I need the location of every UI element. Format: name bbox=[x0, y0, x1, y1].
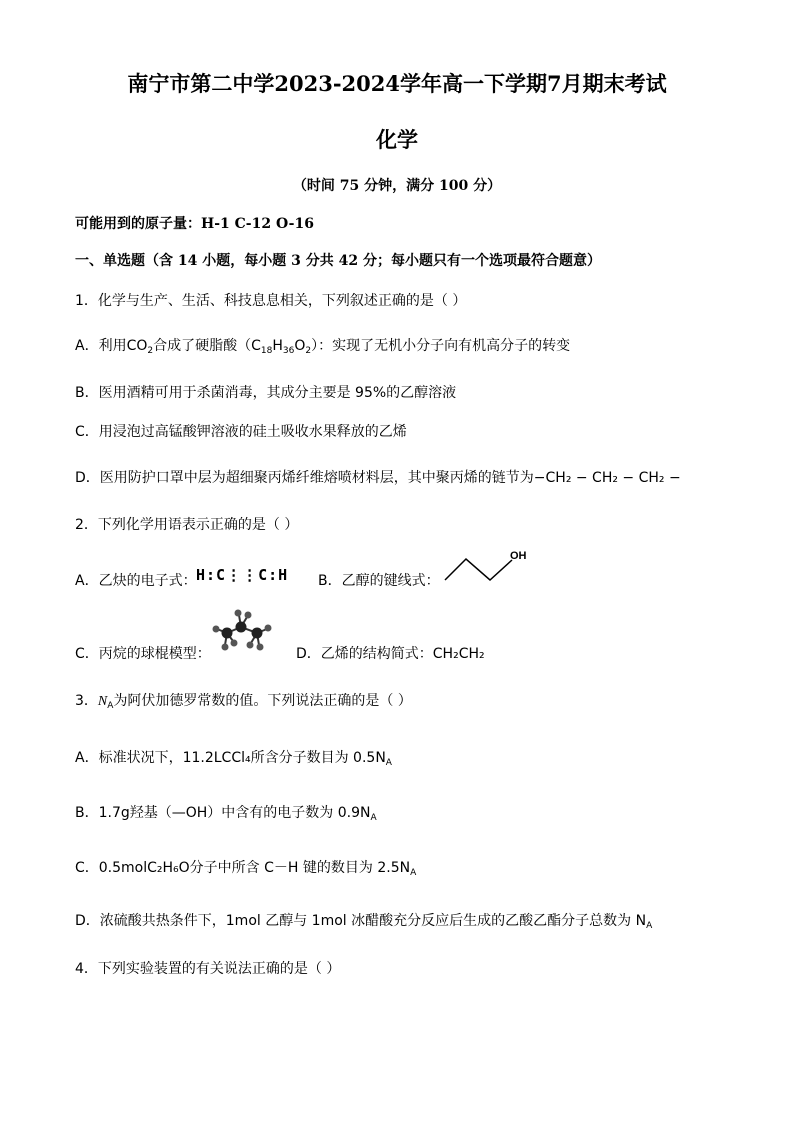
q3-d-text: D．浓硫酸共热条件下，1mol 乙醇与 1mol 冰醋酸充分反应后生成的乙酸乙酯分子总数为 N bbox=[75, 913, 647, 929]
q3-c-text: C．0.5molC₂H₆O分子中所含 C－H 键的数目为 2.5N bbox=[75, 860, 411, 876]
q1-option-c: C．用浸泡过高锰酸钾溶液的硅土吸收水果释放的乙烯 bbox=[75, 424, 407, 440]
q1-a-o-sub: 2 bbox=[305, 346, 312, 356]
q3-d-sub: A bbox=[646, 921, 653, 931]
q3-option-b bbox=[75, 802, 377, 823]
q1-option-a bbox=[75, 335, 570, 356]
q1-d-pre: D．医用防护口罩中层为超细聚丙烯纤维熔喷材料层，其中聚丙烯的链节为 bbox=[75, 470, 534, 486]
q1-a-post: ）：实现了无机小分子向有机高分子的转变 bbox=[311, 338, 571, 354]
q1-a-c: C bbox=[251, 338, 261, 354]
q4-stem: 4．下列实验装置的有关说法正确的是（ ） bbox=[75, 961, 341, 977]
q3-b-sub: A bbox=[370, 813, 377, 823]
q1-a-h: H bbox=[272, 338, 283, 354]
q2-acetylene-formula: H:C⋮⋮C:H bbox=[196, 566, 289, 584]
q3-option-a bbox=[75, 747, 392, 768]
q3-b-text: B．1.7g羟基（—OH）中含有的电子数为 0.9N bbox=[75, 805, 371, 821]
q3-stem-sub: A bbox=[107, 701, 114, 711]
q1-a-co-sub: 2 bbox=[147, 346, 154, 356]
q1-a-mid: 合成了硬脂酸（ bbox=[153, 338, 252, 354]
carbon-atom bbox=[252, 628, 263, 639]
q1-a-pre: A．利用 bbox=[75, 338, 127, 354]
q1-a-c-sub: 18 bbox=[260, 346, 273, 356]
q3-option-d bbox=[75, 910, 652, 931]
q1-d-formula: −CH₂ − CH₂ − CH₂ − bbox=[533, 470, 681, 486]
propane-ball-stick-model bbox=[205, 603, 275, 655]
atomic-mass-line: 可能用到的原子量：H-1 C-12 O-16 bbox=[75, 216, 314, 232]
exam-time-info: （时间 75 分钟，满分 100 分） bbox=[292, 178, 502, 194]
q1-a-o: O bbox=[294, 338, 306, 354]
carbon-atom bbox=[222, 628, 233, 639]
q1-a-h-sub: 36 bbox=[282, 346, 295, 356]
q3-a-sub: A bbox=[385, 758, 392, 768]
q2-option-d bbox=[296, 643, 485, 663]
q1-a-co: CO bbox=[126, 338, 148, 354]
q2-stem: 2．下列化学用语表示正确的是（ ） bbox=[75, 517, 299, 533]
q3-option-c bbox=[75, 857, 416, 878]
ethanol-oh-label: OH bbox=[510, 550, 527, 562]
ethanol-bond-lines bbox=[445, 559, 512, 580]
exam-subject: 化学 bbox=[376, 127, 418, 152]
q3-stem-num: 3． bbox=[75, 693, 98, 709]
q3-stem bbox=[75, 690, 412, 711]
section-heading: 一、单选题（含 14 小题，每小题 3 分共 42 分；每小题只有一个选项最符合题意） bbox=[75, 253, 601, 269]
q2-d-formula: CH₂CH₂ bbox=[432, 646, 485, 662]
q1-stem: 1．化学与生产、生活、科技息息相关，下列叙述正确的是（ ） bbox=[75, 293, 467, 309]
q2-d-pre: D．乙烯的结构简式： bbox=[296, 646, 433, 662]
q3-stem-n: N bbox=[97, 694, 108, 709]
q1-option-d bbox=[75, 467, 681, 487]
q3-stem-rest: 为阿伏加德罗常数的值。下列说法正确的是（ ） bbox=[113, 693, 412, 709]
q2-option-b: B．乙醇的键线式： bbox=[318, 573, 440, 589]
q1-option-b: B．医用酒精可用于杀菌消毒，其成分主要是 95%的乙醇溶液 bbox=[75, 385, 457, 401]
q3-a-text: A．标准状况下，11.2LCCl₄所含分子数目为 0.5N bbox=[75, 750, 386, 766]
q3-c-sub: A bbox=[410, 868, 417, 878]
q2-option-a: A．乙炔的电子式： bbox=[75, 573, 197, 589]
carbon-atom bbox=[236, 622, 247, 633]
q2-option-c: C．丙烷的球棍模型： bbox=[75, 646, 211, 662]
exam-title: 南宁市第二中学2023-2024学年高一下学期7月期末考试 bbox=[127, 71, 667, 96]
